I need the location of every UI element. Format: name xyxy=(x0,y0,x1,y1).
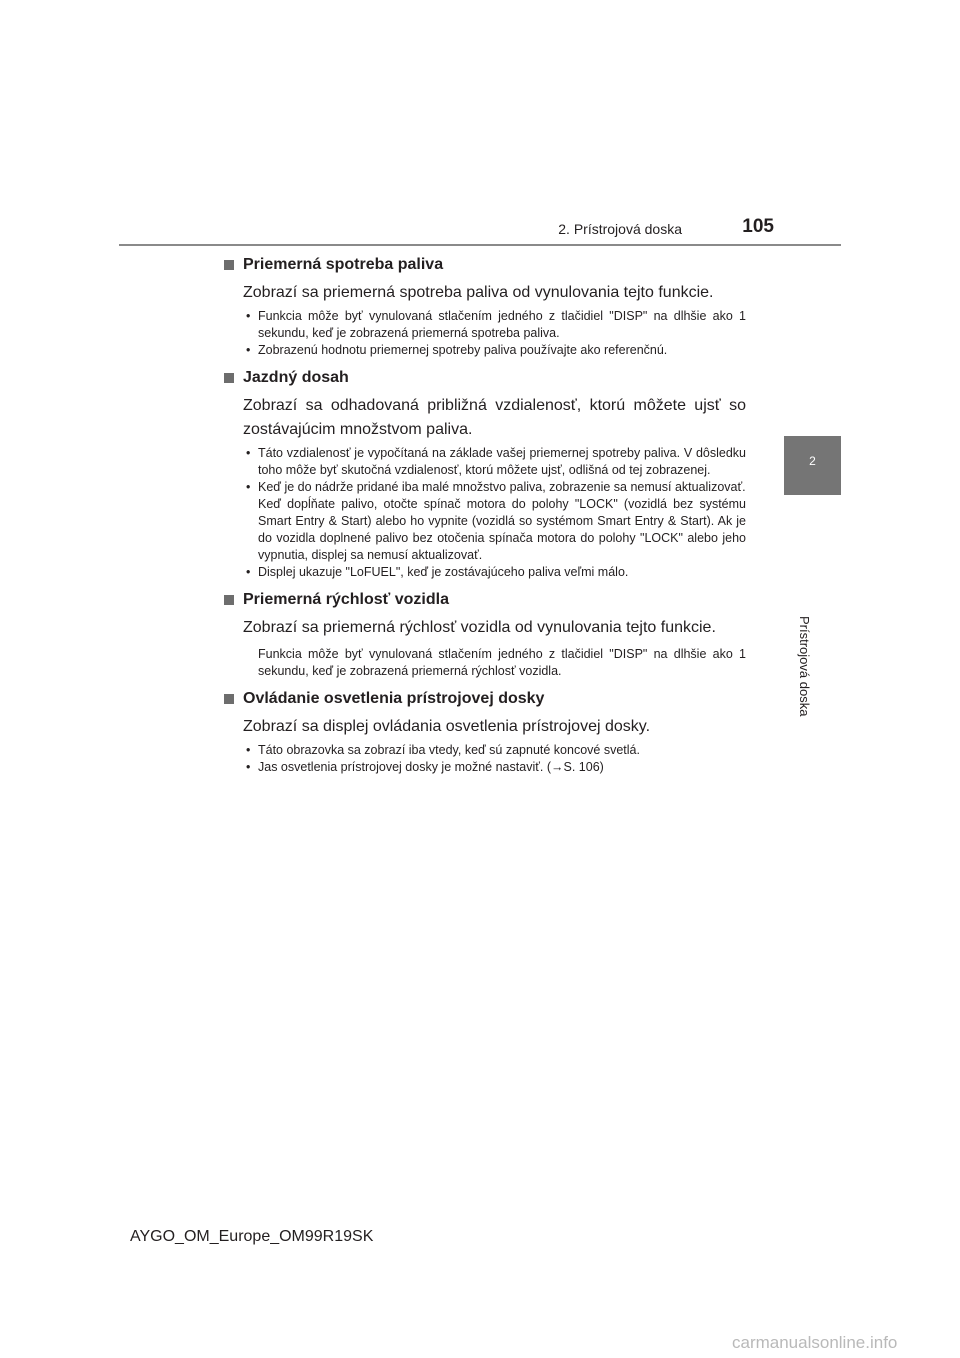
list-item: • Displej ukazuje "LoFUEL", keď je zostávajúceho paliva veľmi málo. xyxy=(243,564,746,581)
section-average-fuel-consumption xyxy=(224,254,746,359)
list-item-continuation: Keď dopĺňate palivo, otočte spínač motora do polohy "LOCK" (vozidlá bez systému Smart Entry & Start) alebo ho vypnite (vozidlá so systémom Smart Entry & Start). Ak je do vozidla doplnené palivo bez otočenia spínača motora do polohy "LOCK" alebo jeho vypnutia, displej sa nemusí aktualizovať. xyxy=(258,497,746,562)
list-item: • Táto obrazovka sa zobrazí iba vtedy, keď sú zapnuté koncové svetlá. xyxy=(243,742,746,759)
bullet-list xyxy=(243,742,746,776)
list-item: • Funkcia môže byť vynulovaná stlačením jedného z tlačidiel "DISP" na dlhšie ako 1 sekundu, keď je zobrazená priemerná spotreba paliva. xyxy=(243,308,746,342)
section-note: Funkcia môže byť vynulovaná stlačením jedného z tlačidiel "DISP" na dlhšie ako 1 sekundu, keď je zobrazená priemerná rýchlosť vozidla. xyxy=(258,647,746,678)
page-content xyxy=(224,254,746,776)
chapter-tab-number: 2 xyxy=(784,436,841,495)
section-driving-range xyxy=(224,367,746,581)
list-item-text: Keď je do nádrže pridané iba malé množstvo paliva, zobrazenie sa nemusí aktualizovať. xyxy=(258,480,746,494)
bullet-list xyxy=(243,445,746,581)
page-number: 105 xyxy=(742,216,774,237)
chapter-tab-label: Prístrojová doska xyxy=(797,616,812,717)
section-lead: Zobrazí sa priemerná spotreba paliva od vynulovania tejto funkcie. xyxy=(243,284,714,301)
list-item: • Zobrazenú hodnotu priemernej spotreby paliva používajte ako referenčnú. xyxy=(243,342,746,359)
section-title: Priemerná rýchlosť vozidla xyxy=(243,591,449,608)
section-heading xyxy=(224,254,746,276)
section-title: Ovládanie osvetlenia prístrojovej dosky xyxy=(243,690,545,707)
list-item: • Táto vzdialenosť je vypočítaná na základe vašej priemernej spotreby paliva. V dôsledku toho môže byť skutočná vzdialenosť, ktorú môžete ujsť, odlišná od tej zobrazenej. xyxy=(243,445,746,479)
section-panel-light-control xyxy=(224,688,746,776)
square-bullet-icon xyxy=(224,260,234,270)
section-heading xyxy=(224,688,746,710)
section-heading xyxy=(224,367,746,389)
section-title: Priemerná spotreba paliva xyxy=(243,256,444,273)
header-rule xyxy=(119,244,841,246)
section-lead: Zobrazí sa priemerná rýchlosť vozidla od vynulovania tejto funkcie. xyxy=(243,619,716,636)
section-average-vehicle-speed xyxy=(224,589,746,680)
watermark: carmanualsonline.info xyxy=(732,1333,898,1352)
document-code: AYGO_OM_Europe_OM99R19SK xyxy=(130,1228,374,1245)
square-bullet-icon xyxy=(224,373,234,383)
section-lead: Zobrazí sa displej ovládania osvetlenia prístrojovej dosky. xyxy=(243,718,651,735)
chapter-title: 2. Prístrojová doska xyxy=(558,221,682,237)
bullet-list xyxy=(243,308,746,359)
square-bullet-icon xyxy=(224,694,234,704)
section-lead: Zobrazí sa odhadovaná približná vzdialenosť, ktorú môžete ujsť so zostávajúcim množstvom paliva. xyxy=(243,397,746,438)
section-title: Jazdný dosah xyxy=(243,369,349,386)
section-heading xyxy=(224,589,746,611)
list-item: • Jas osvetlenia prístrojovej dosky je možné nastaviť. (→S. 106) xyxy=(243,759,746,776)
square-bullet-icon xyxy=(224,595,234,605)
list-item xyxy=(243,479,746,564)
